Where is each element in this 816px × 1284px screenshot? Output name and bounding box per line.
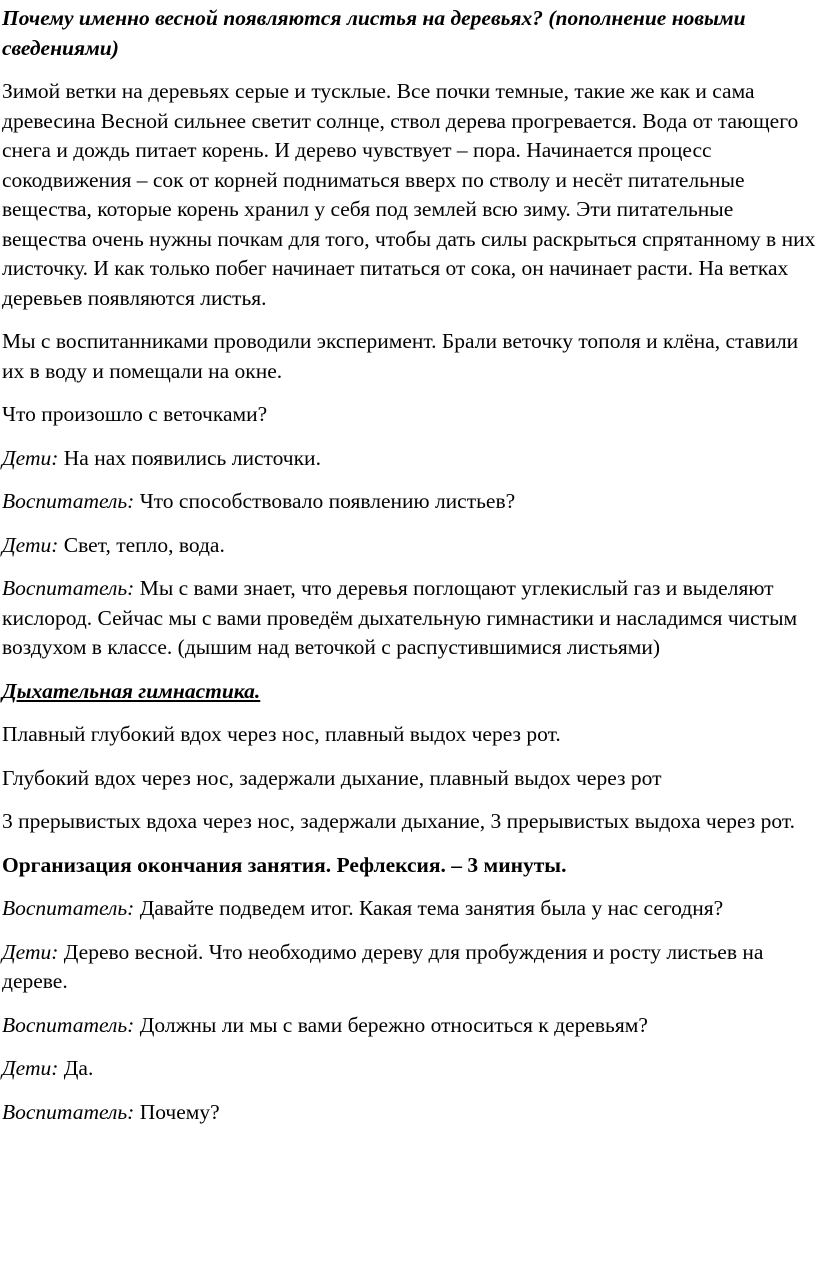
speaker-label: Воспитатель: <box>2 896 135 920</box>
dialogue-line <box>2 1011 816 1041</box>
document-title: Почему именно весной появляются листья на деревьях? (пополнение новыми сведениями) <box>2 6 746 60</box>
dialogue-text: Мы с вами знает, что деревья поглощают углекислый газ и выделяют кислород. Сейчас мы с вами проведём дыхательную гимнастики и насладимся чистым воздухом в классе. (дышим над веточкой с распустившимися листьями) <box>2 576 798 659</box>
breathing-step: Плавный глубокий вдох через нос, плавный выдох через рот. <box>2 722 561 746</box>
experiment-paragraph: Мы с воспитанниками проводили эксперимент. Брали веточку тополя и клёна, ставили их в воду и помещали на окне. <box>2 329 799 383</box>
speaker-label: Дети: <box>2 532 59 557</box>
dialogue-line <box>2 894 816 924</box>
breathing-step: 3 прерывистых вдоха через нос, задержали дыхание, 3 прерывистых выдоха через рот. <box>2 809 796 833</box>
dialogue-text: Свет, тепло, вода. <box>58 532 225 557</box>
dialogue-line <box>2 444 816 474</box>
dialogue-text: Да. <box>58 1056 94 1080</box>
closing-heading: Организация окончания занятия. Рефлексия. – 3 минуты. <box>2 852 567 877</box>
dialogue-text: Что способствовало появлению листьев? <box>134 489 516 513</box>
speaker-label: Воспитатель: <box>2 1099 135 1124</box>
dialogue-line <box>2 531 816 561</box>
dialogue-text: Дерево весной. Что необходимо дереву для пробуждения и росту листьев на дереве. <box>2 939 764 993</box>
intro-paragraph: Зимой ветки на деревьях серые и тусклые. Все почки темные, такие же как и сама древесина Весной сильнее светит солнце, ствол дерева прогревается. Вода от тающего снега и дождь питает корень. И дерево чувствует – пора. Начинается процесс сокодвижения – сок от корней подниматься вверх по стволу и несёт питательные вещества, которые корень хранил у себя под землей всю зиму. Эти питательные вещества очень нужны почкам для того, чтобы дать силы раскрыться спрятанному в них листочку. И как только побег начинает питаться от сока, он начинает расти. На ветках деревьев появляются листья. <box>2 79 816 310</box>
speaker-label: Дети: <box>2 445 59 470</box>
dialogue-text: Давайте подведем итог. Какая тема занятия была у нас сегодня? <box>134 896 724 920</box>
dialogue-line <box>2 938 816 997</box>
speaker-label: Воспитатель: <box>2 1012 135 1037</box>
dialogue-line <box>2 1054 816 1084</box>
speaker-label: Дети: <box>2 939 59 964</box>
dialogue-line <box>2 574 816 663</box>
dialogue-text: На нах появились листочки. <box>58 445 321 470</box>
dialogue-line <box>2 487 816 517</box>
speaker-label: Воспитатель: <box>2 489 135 513</box>
dialogue-text: Должны ли мы с вами бережно относиться к деревьям? <box>134 1012 648 1037</box>
breathing-heading: Дыхательная гимнастика. <box>2 678 261 703</box>
speaker-label: Дети: <box>2 1056 59 1080</box>
breathing-step: Глубокий вдох через нос, задержали дыхание, плавный выдох через рот <box>2 765 662 790</box>
dialogue-line <box>2 1098 816 1128</box>
speaker-label: Воспитатель: <box>2 576 135 600</box>
dialogue-text: Почему? <box>134 1099 220 1124</box>
question-paragraph: Что произошло с веточками? <box>2 402 268 426</box>
